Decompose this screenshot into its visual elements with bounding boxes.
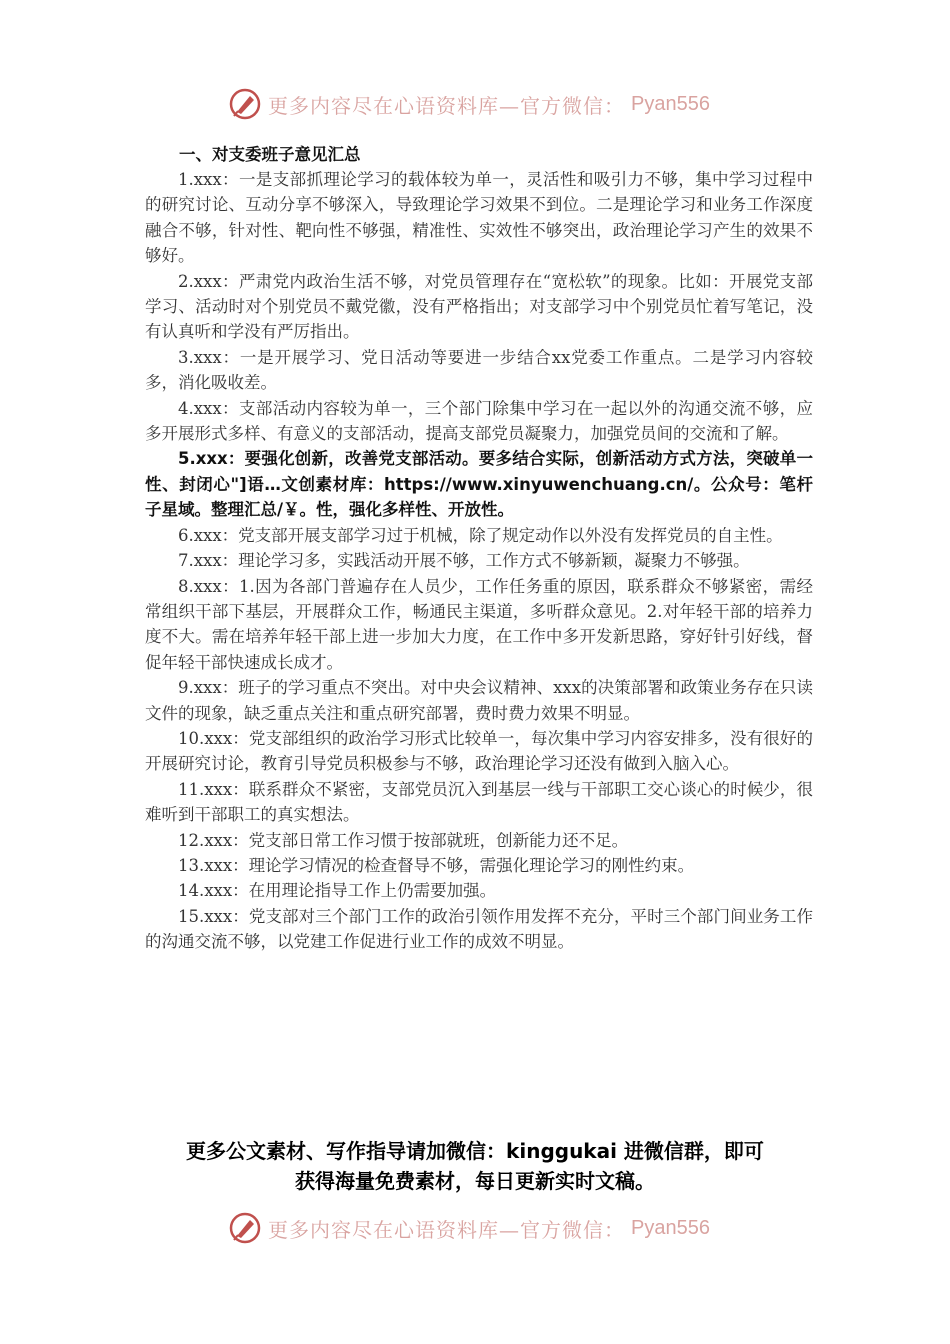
- opinion-item-3: 3.xxx：一是开展学习、党日活动等要进一步结合xx党委工作重点。二是学习内容较多，消化吸收差。: [145, 347, 813, 393]
- opinion-item-4: 4.xxx：支部活动内容较为单一，三个部门除集中学习在一起以外的沟通交流不够，应多开展形式多样、有意义的支部活动，提高支部党员凝聚力，加强党员间的交流和了解。: [145, 398, 813, 444]
- opinion-item-14: 14.xxx：在用理论指导工作上仍需要加强。: [178, 881, 497, 901]
- opinion-item-1: 1.xxx：一是支部抓理论学习的载体较为单一，灵活性和吸引力不够，集中学习过程中的研究讨论、互动分享不够深入，导致理论学习效果不到位。二是理论学习和业务工作深度融合不够，针对性、靶向性不够强，精准性、实效性不够突出，政治理论学习产生的效果不够好。: [145, 170, 813, 266]
- footer-line-2: 获得海量免费素材，每日更新实时文稿。: [295, 1169, 655, 1193]
- opinion-item-15: 15.xxx：党支部对三个部门工作的政治引领作用发挥不充分，平时三个部门间业务工作的沟通交流不够，以党建工作促进行业工作的成效不明显。: [145, 906, 813, 952]
- pen-nib-logo-icon: [228, 87, 262, 121]
- document-body: [145, 142, 813, 955]
- opinion-item-9: 9.xxx：班子的学习重点不突出。对中央会议精神、xxx的决策部署和政策业务存在只读文件的现象，缺乏重点关注和重点研究部署，费时费力效果不明显。: [145, 678, 813, 723]
- watermark-wechat-id: Pyan556: [631, 92, 710, 115]
- pen-nib-logo-icon: [228, 1211, 262, 1245]
- watermark-brand-text: 更多内容尽在心语资料库—官方微信：: [268, 1217, 625, 1242]
- footer-watermark: [228, 1208, 748, 1248]
- watermark-brand-text: 更多内容尽在心语资料库—官方微信：: [268, 93, 625, 118]
- footer-line-1: 更多公文素材、写作指导请加微信：kinggukai 进微信群，即可: [186, 1139, 764, 1163]
- opinion-item-13: 13.xxx：理论学习情况的检查督导不够，需强化理论学习的刚性约束。: [178, 855, 695, 875]
- section-heading: 一、对支委班子意见汇总: [179, 145, 361, 164]
- header-watermark: [228, 84, 748, 124]
- opinion-item-5: 5.xxx：要强化创新，改善党支部活动。要多结合实际，创新活动方式方法，突破单一性、封闭心"]语…文创素材库：https://www.xinyuwenchuang.cn/。公众号：笔杆子星域。整理汇总/￥。性，强化多样性、开放性。: [145, 449, 813, 520]
- opinion-item-11: 11.xxx：联系群众不紧密，支部党员沉入到基层一线与干部职工交心谈心的时候少，很难听到干部职工的真实想法。: [145, 779, 813, 825]
- opinion-item-10: 10.xxx：党支部组织的政治学习形式比较单一，每次集中学习内容安排多，没有很好的开展研究讨论，教育引导党员积极参与不够，政治理论学习还没有做到入脑入心。: [145, 728, 813, 774]
- footer-promo-note: [130, 1136, 820, 1196]
- opinion-item-6: 6.xxx：党支部开展支部学习过于机械，除了规定动作以外没有发挥党员的自主性。: [178, 525, 783, 545]
- opinion-item-12: 12.xxx：党支部日常工作习惯于按部就班，创新能力还不足。: [178, 830, 629, 850]
- opinion-item-8: 8.xxx：1.因为各部门普遍存在人员少，工作任务重的原因，联系群众不够紧密，需经常组织干部下基层，开展群众工作，畅通民主渠道，多听群众意见。2.对年轻干部的培养力度不大。需在培养年轻干部上进一步加大力度，在工作中多开发新思路，穿好针引好线，督促年轻干部快速成长成才。: [145, 576, 813, 672]
- opinion-item-2: 2.xxx：严肃党内政治生活不够，对党员管理存在“宽松软”的现象。比如：开展党支部学习、活动时对个别党员不戴党徽，没有严格指出；对支部学习中个别党员忙着写笔记，没有认真听和学没有严厉指出。: [145, 271, 813, 342]
- opinion-item-7: 7.xxx：理论学习多，实践活动开展不够，工作方式不够新颖，凝聚力不够强。: [178, 551, 750, 571]
- watermark-wechat-id: Pyan556: [631, 1216, 710, 1239]
